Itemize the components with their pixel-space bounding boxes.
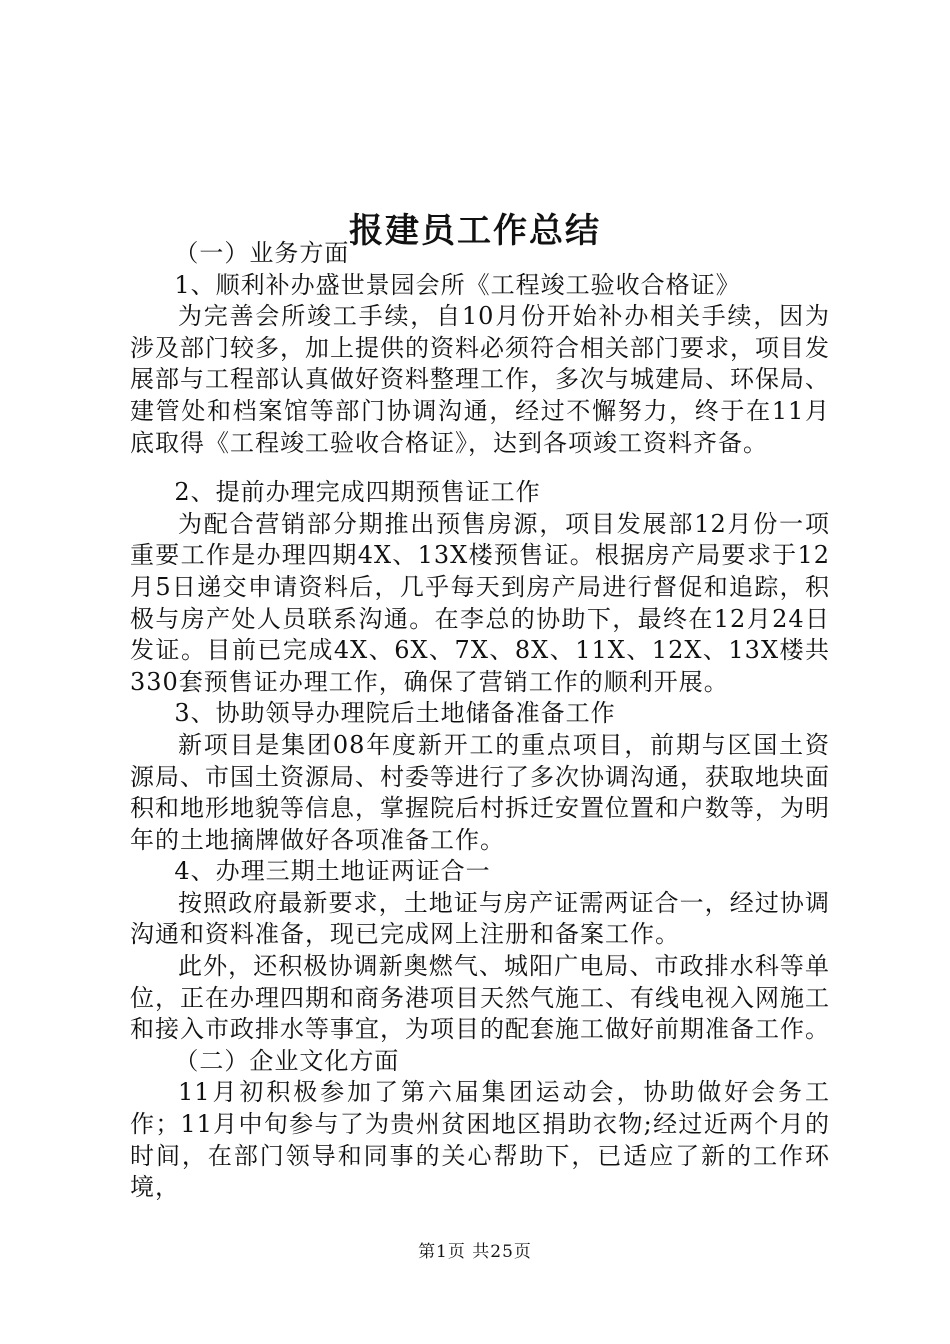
document-title: 报建员工作总结 (349, 210, 601, 251)
item-heading-3: 3、协助领导办理院后土地储备准备工作 (174, 699, 616, 728)
paragraph-item-2: 为配合营销部分期推出预售房源，项目发展部12月份一项重要工作是办理四期4X、13X楼预售证。根据房产局要求于12月5日递交申请资料后，几乎每天到房产局进行督促和追踪，积极与房产处人员联系沟通。在李总的协助下，最终在12月24日发证。目前已完成4X、6X、7X、8X、11X、12X、13X楼共330套预售证办理工作，确保了营销工作的顺利开展。 (130, 509, 830, 696)
paragraph-item-4: 按照政府最新要求，土地证与房产证需两证合一，经过协调沟通和资料准备，现已完成网上注册和备案工作。 (130, 888, 830, 949)
document-body (130, 238, 830, 1204)
paragraph-item-3: 新项目是集团08年度新开工的重点项目，前期与区国土资源局、市国土资源局、村委等进行了多次协调沟通，获取地块面积和地形地貌等信息，掌握院后村拆迁安置位置和户数等，为明年的土地摘牌做好各项准备工作。 (130, 730, 830, 854)
item-heading-2: 2、提前办理完成四期预售证工作 (174, 478, 541, 507)
item-heading-4: 4、办理三期土地证两证合一 (174, 857, 491, 886)
paragraph-additional: 此外，还积极协调新奥燃气、城阳广电局、市政排水科等单位，正在办理四期和商务港项目天然气施工、有线电视入网施工和接入市政排水等事宜，为项目的配套施工做好前期准备工作。 (130, 952, 830, 1044)
paragraph-culture: 11月初积极参加了第六届集团运动会，协助做好会务工作；11月中旬参与了为贵州贫困地区捐助衣物;经过近两个月的时间，在部门领导和同事的关心帮助下，已适应了新的工作环境， (130, 1078, 830, 1202)
section-heading-culture: （二）企业文化方面 (174, 1046, 400, 1075)
section-heading-business: （一）业务方面 (174, 239, 350, 267)
paragraph-item-1: 为完善会所竣工手续，自10月份开始补办相关手续，因为涉及部门较多，加上提供的资料必须符合相关部门要求，项目发展部与工程部认真做好资料整理工作，多次与城建局、环保局、建管处和档案馆等部门协调沟通，经过不懈努力，终于在11月底取得《工程竣工验收合格证》，达到各项竣工资料齐备。 (130, 302, 830, 457)
page-footer: 第1页 共25页 (418, 1242, 532, 1262)
item-heading-1: 1、顺利补办盛世景园会所《工程竣工验收合格证》 (174, 270, 741, 299)
